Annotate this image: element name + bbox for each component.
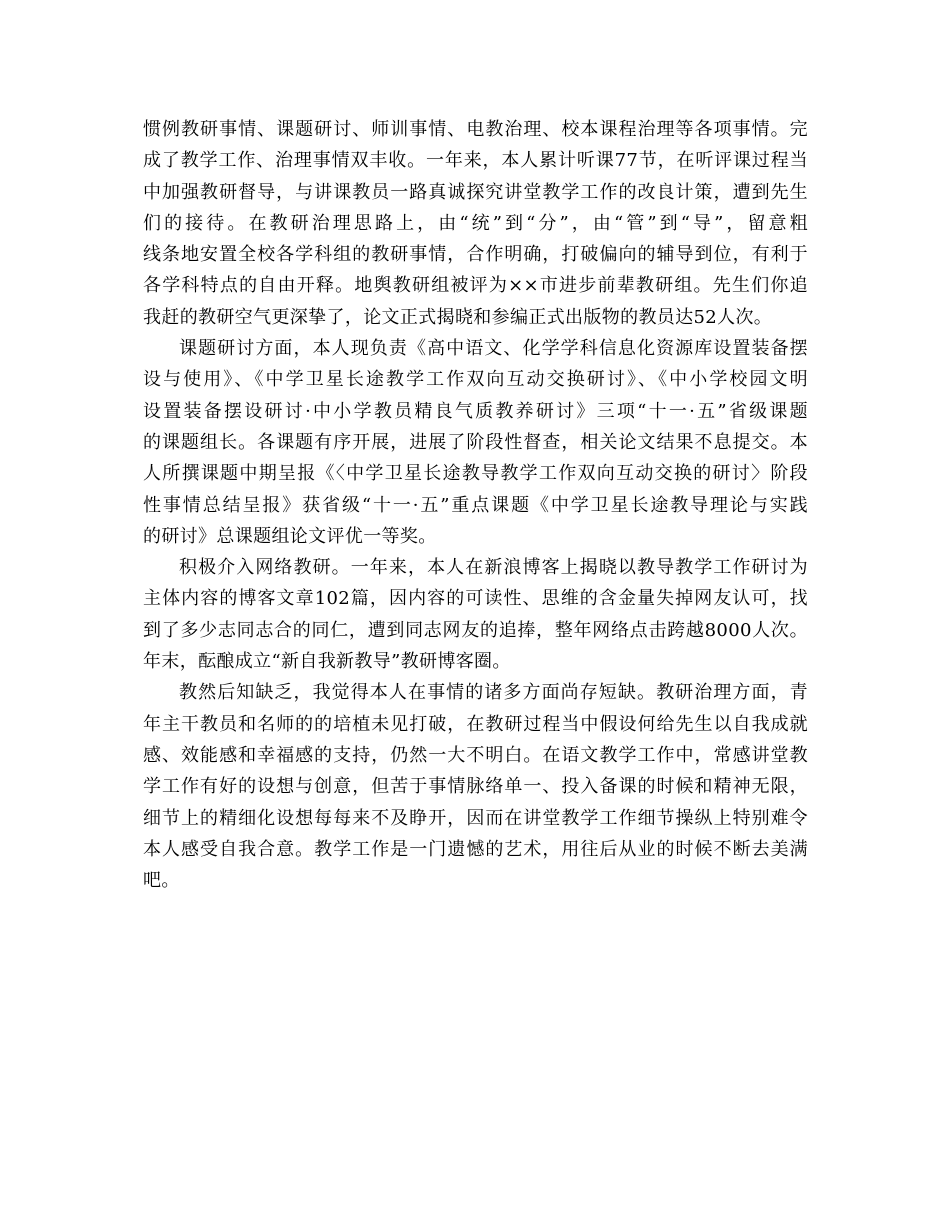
text-line: 各学科特点的自由开释。地舆教研组被评为××市进步前辈教研组。先生们你追	[143, 275, 808, 297]
text-line: 本人感受自我合意。教学工作是一门遗憾的艺术，用往后从业的时候不断去美满	[143, 838, 808, 860]
text-line: 成了教学工作、治理事情双丰收。一年来，本人累计听课77节，在听评课过程当	[143, 150, 808, 172]
text-line: 主体内容的博客文章102篇，因内容的可读性、思维的含金量失掉网友认可，找	[143, 588, 808, 610]
text-line: 我赶的教研空气更深挚了，论文正式揭晓和参编正式出版物的教员达52人次。	[143, 306, 773, 328]
text-line: 教然后知缺乏，我觉得本人在事情的诸多方面尚存短缺。教研治理方面，青	[179, 682, 808, 704]
text-line: 细节上的精细化设想每每来不及睁开，因而在讲堂教学工作细节操纵上特别难令	[143, 807, 808, 829]
text-line: 惯例教研事情、课题研讨、师训事情、电教治理、校本课程治理等各项事情。完	[143, 119, 808, 140]
text-line: 中加强教研督导，与讲课教员一路真诚探究讲堂教学工作的改良计策，遭到先生	[143, 181, 808, 203]
document-body	[143, 114, 808, 896]
paragraph	[143, 333, 808, 552]
paragraph	[143, 114, 808, 333]
text-line: 们的接待。在教研治理思路上，由“统”到“分”，由“管”到“导”，留意粗	[143, 212, 808, 234]
text-line: 性事情总结呈报》获省级“十一·五”重点课题《中学卫星长途教导理论与实践	[143, 494, 808, 516]
text-line: 学工作有好的设想与创意，但苦于事情脉络单一、投入备课的时候和精神无限，	[143, 776, 808, 798]
text-line: 设与使用》、《中学卫星长途教学工作双向互动交换研讨》、《中小学校园文明	[143, 369, 808, 391]
paragraph	[143, 552, 808, 677]
text-line: 感、效能感和幸福感的支持，仍然一大不明白。在语文教学工作中，常感讲堂教	[143, 744, 808, 766]
text-line: 的研讨》总课题组论文评优一等奖。	[143, 525, 437, 547]
text-line: 到了多少志同志合的同仁，遭到同志网友的追捧，整年网络点击跨越8000人次。	[143, 619, 808, 641]
text-line: 人所撰课题中期呈报《〈中学卫星长途教导教学工作双向互动交换的研讨〉阶段	[143, 463, 808, 485]
text-line: 线条地安置全校各学科组的教研事情，合作明确，打破偏向的辅导到位，有利于	[143, 244, 808, 266]
text-line: 课题研讨方面，本人现负责《高中语文、化学学科信息化资源库设置装备摆	[179, 338, 808, 360]
text-line: 的课题组长。各课题有序开展，进展了阶段性督查，相关论文结果不息提交。本	[143, 431, 808, 453]
text-line: 年主干教员和名师的的培植未见打破，在教研过程当中假设何给先生以自我成就	[143, 713, 808, 735]
text-line: 积极介入网络教研。一年来，本人在新浪博客上揭晓以教导教学工作研讨为	[179, 557, 808, 579]
text-line: 设置装备摆设研讨·中小学教员精良气质教养研讨》三项“十一·五”省级课题	[143, 400, 808, 422]
paragraph	[143, 677, 808, 896]
text-line: 吧。	[143, 870, 180, 892]
text-line: 年末，酝酿成立“新自我新教导”教研博客圈。	[143, 651, 511, 673]
